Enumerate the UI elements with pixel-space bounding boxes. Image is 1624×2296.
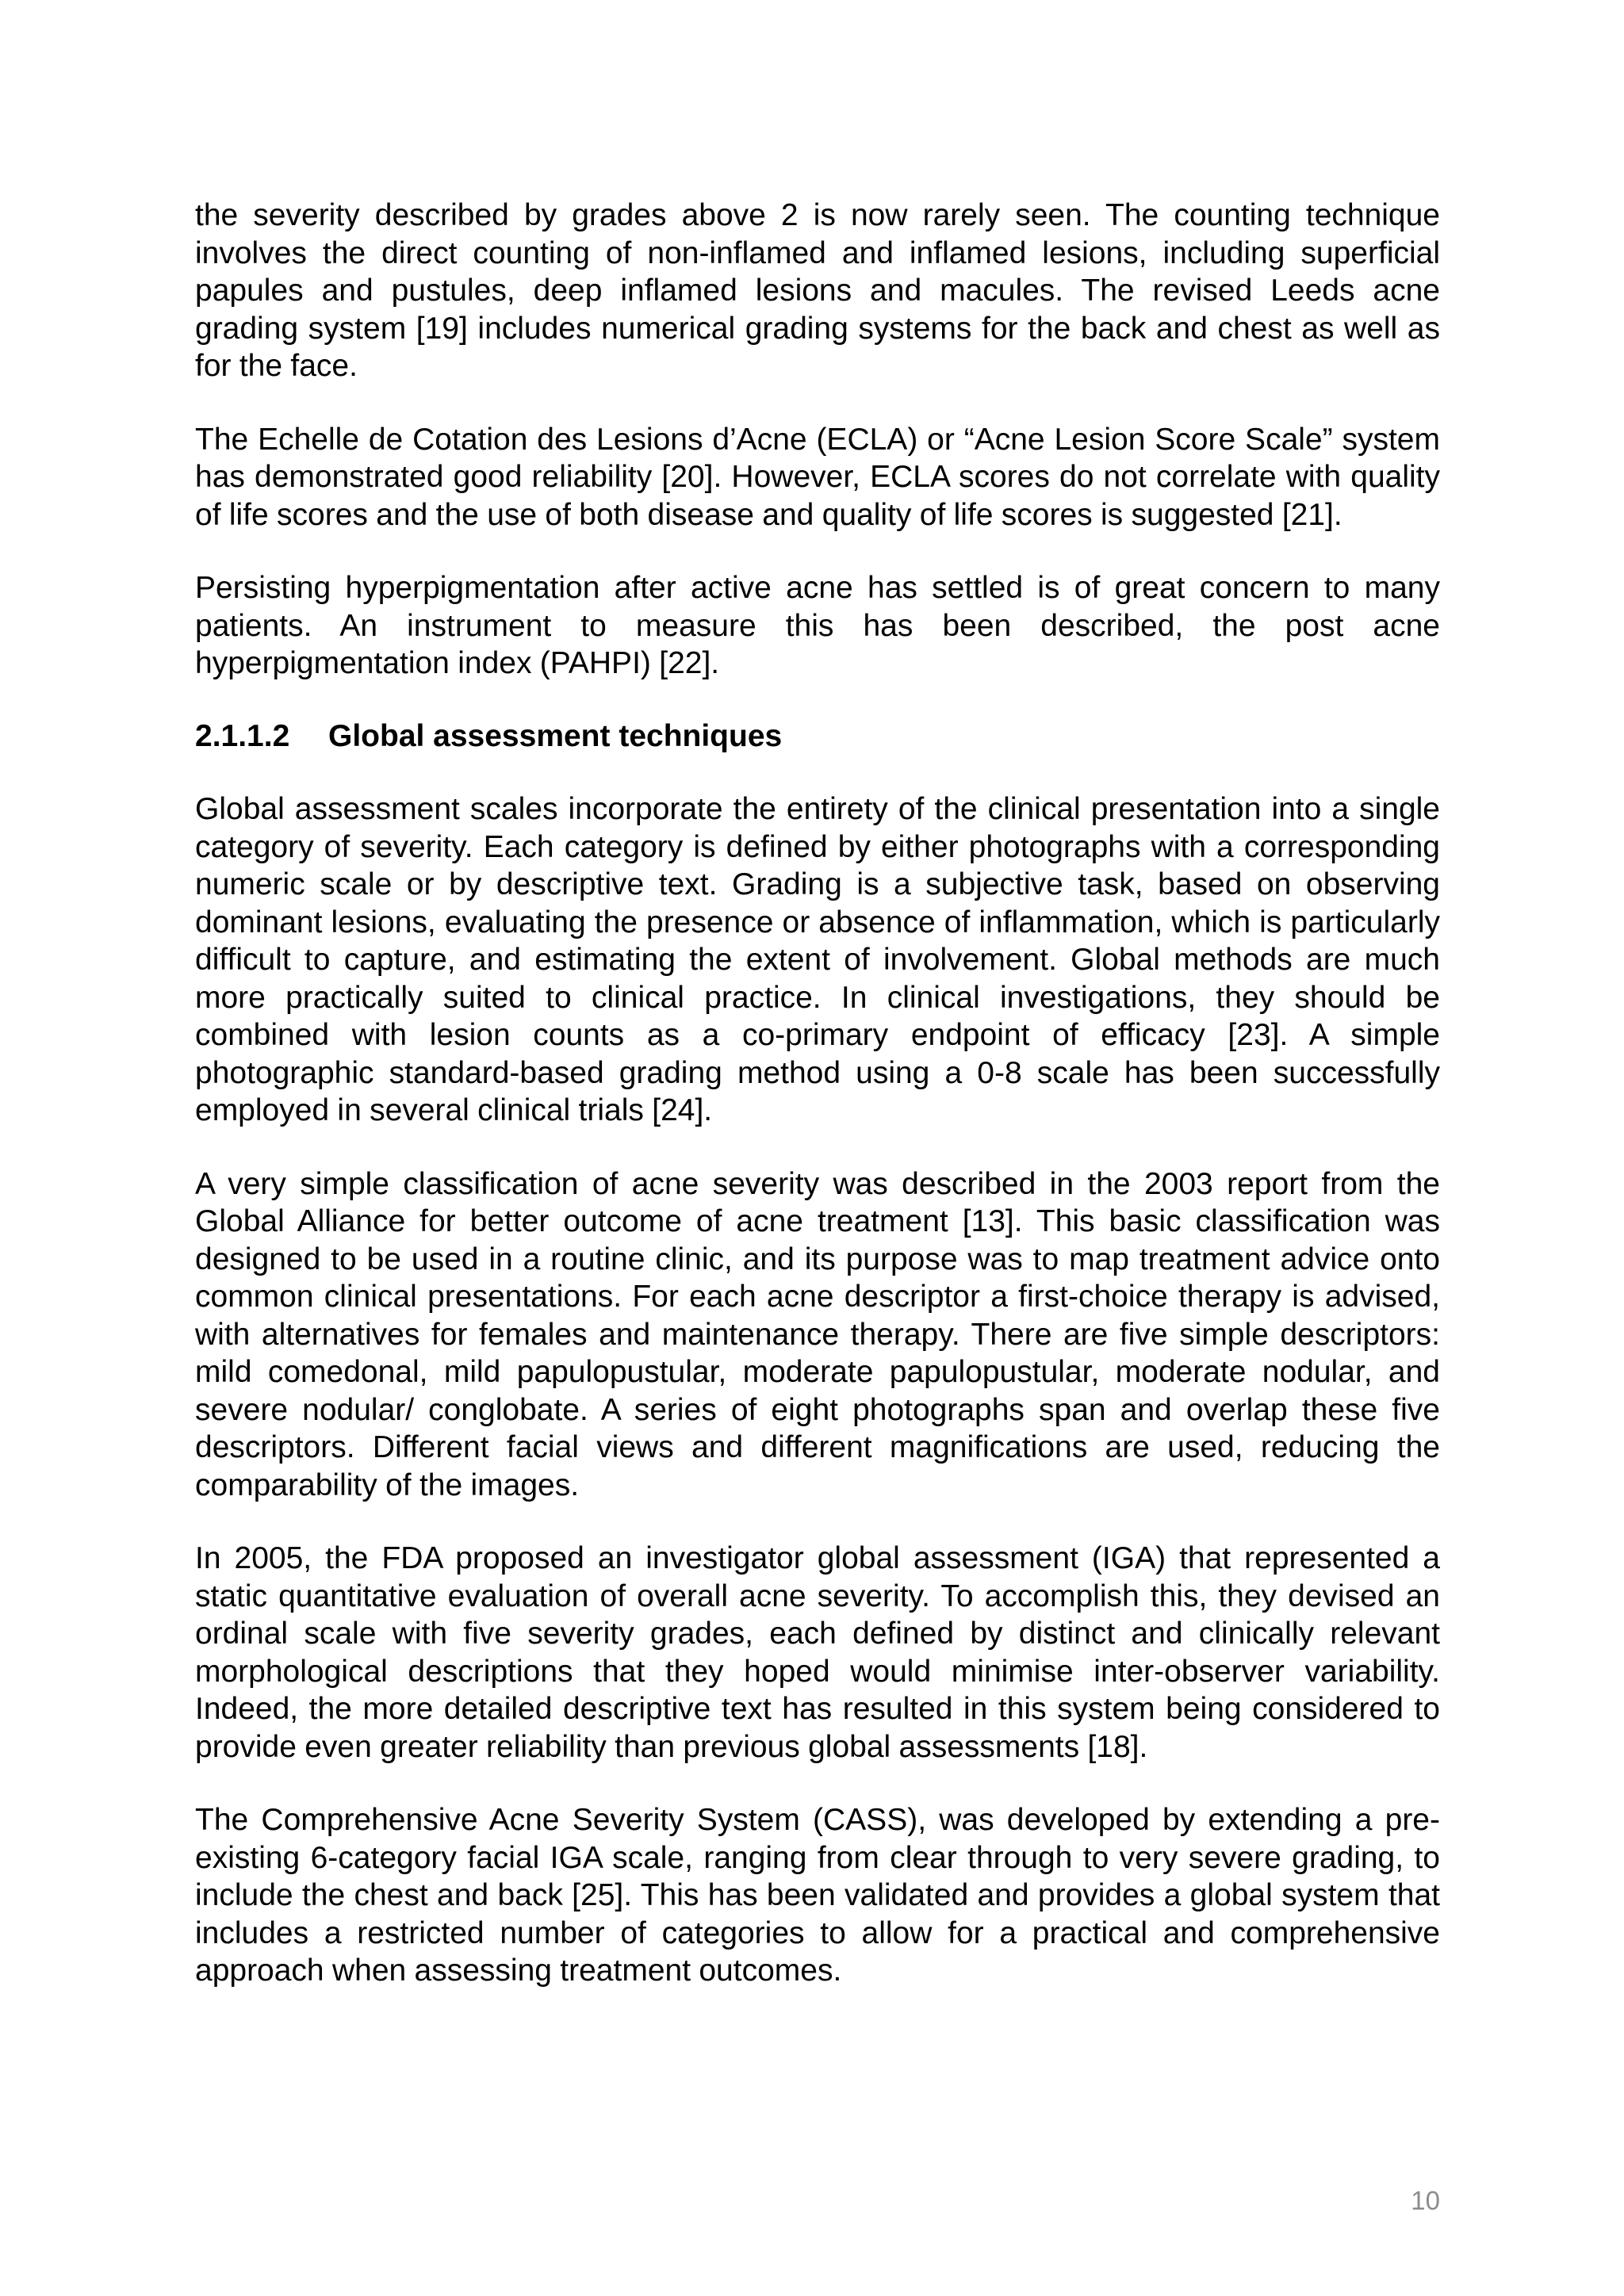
section-heading — [195, 718, 1440, 756]
paragraph-global-scales: Global assessment scales incorporate the entirety of the clinical presentation into a single category of severity. Each category is defined by either photographs with a corresponding numeric scale or by descriptive text. Grading is a subjective task, based on observing dominant lesions, evaluating the presence or absence of inflammation, which is particularly difficult to capture, and estimating the extent of involvement. Global methods are much more practically suited to clinical practice. In clinical investigations, they should be combined with lesion counts as a co-primary endpoint of efficacy [23]. A simple photographic standard-based grading method using a 0-8 scale has been successfully employed in several clinical trials [24]. — [195, 792, 1440, 1127]
paragraph-counting-technique: the severity described by grades above 2 is now rarely seen. The counting technique involves the direct counting of non-inflamed and inflamed lesions, including superficial papules and pustules, deep inflamed lesions and macules. The revised Leeds acne grading system [19] includes numerical grading systems for the back and chest as well as for the face. — [195, 198, 1440, 383]
paragraph-ecla: The Echelle de Cotation des Lesions d’Acne (ECLA) or “Acne Lesion Score Scale” system has demonstrated good reliability [20]. However, ECLA scores do not correlate with quality of life scores and the use of both disease and quality of life scores is suggested [21]. — [195, 422, 1440, 532]
paragraph-fda-iga: In 2005, the FDA proposed an investigator global assessment (IGA) that represented a static quantitative evaluation of overall acne severity. To accomplish this, they devised an ordinal scale with five severity grades, each defined by distinct and clinically relevant morphological descriptions that they hoped would minimise inter-observer variability. Indeed, the more detailed descriptive text has resulted in this system being considered to provide even greater reliability than previous global assessments [18]. — [195, 1541, 1440, 1764]
page-body — [195, 197, 1440, 1990]
section-number: 2.1.1.2 — [195, 718, 290, 753]
paragraph-hyperpigmentation: Persisting hyperpigmentation after active acne has settled is of great concern to many patients. An instrument to measure this has been described, the post acne hyperpigmentation index (PAHPI) [22]. — [195, 571, 1440, 680]
section-title: Global assessment techniques — [328, 718, 783, 753]
paragraph-global-alliance: A very simple classification of acne severity was described in the 2003 report from the Global Alliance for better outcome of acne treatment [13]. This basic classification was designed to be used in a routine clinic, and its purpose was to map treatment advice onto common clinical presentations. For each acne descriptor a first-choice therapy is advised, with alternatives for females and maintenance therapy. There are five simple descriptors: mild comedonal, mild papulopustular, moderate papulopustular, moderate nodular, and severe nodular/ conglobate. A series of eight photographs span and overlap these five descriptors. Different facial views and different magnifications are used, reducing the comparability of the images. — [195, 1166, 1440, 1502]
page-number: 10 — [1411, 2186, 1440, 2215]
paragraph-cass: The Comprehensive Acne Severity System (CASS), was developed by extending a pre-existing 6-category facial IGA scale, ranging from clear through to very severe grading, to include the chest and back [25]. This has been validated and provides a global system that includes a restricted number of categories to allow for a practical and comprehensive approach when assessing treatment outcomes. — [195, 1803, 1440, 1988]
